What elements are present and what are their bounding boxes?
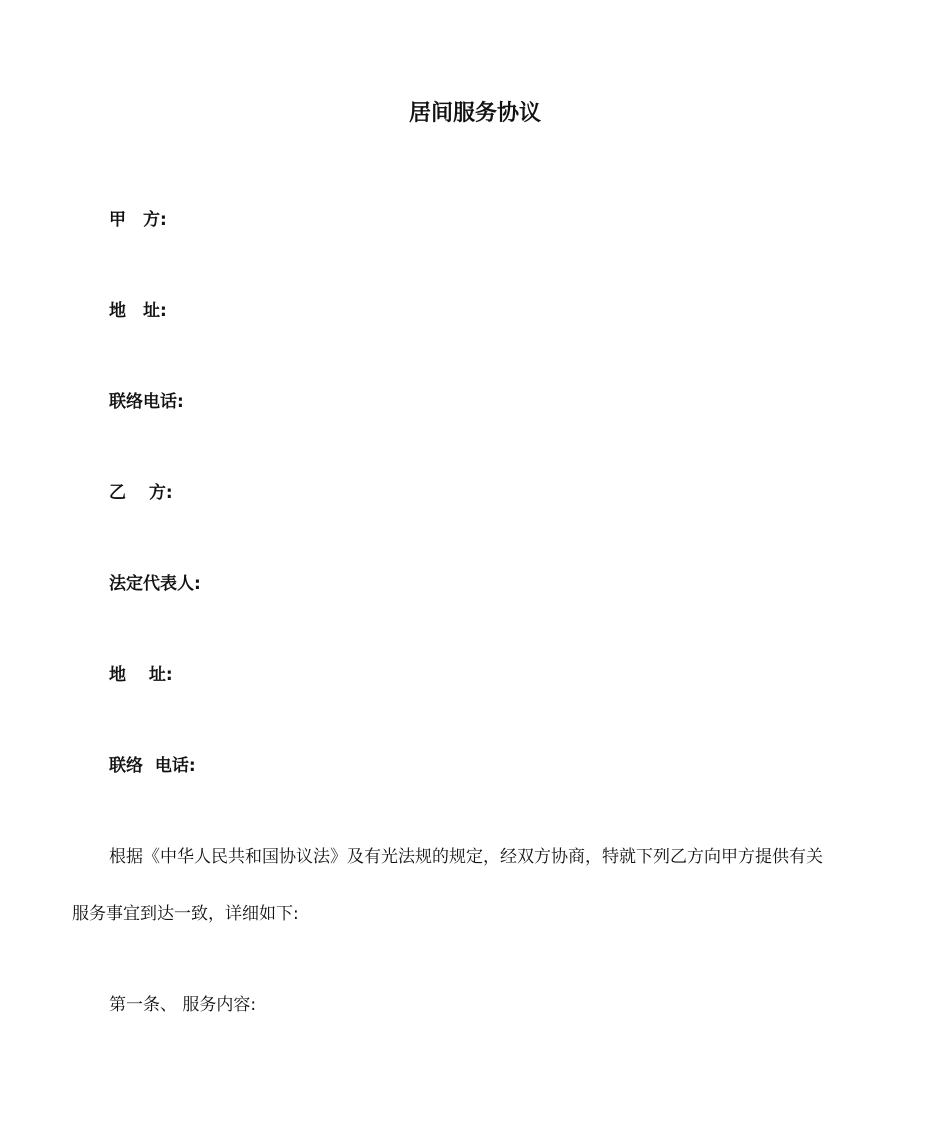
party-b-label: 乙 方: <box>109 483 173 503</box>
party-a-phone-label: 联络电话: <box>109 392 184 412</box>
document-title: 居间服务协议 <box>408 101 541 126</box>
intro-paragraph-line-2: 服务事宜到达一致，详细如下: <box>72 904 299 924</box>
party-a-label: 甲 方: <box>109 210 167 230</box>
intro-paragraph-line-1: 根据《中华人民共和国协议法》及有光法规的规定，经双方协商，特就下列乙方向甲方提供有关 <box>109 847 823 867</box>
party-b-address-label: 地 址: <box>109 665 173 685</box>
party-a-address-label: 地 址: <box>109 301 167 321</box>
party-b-phone-label: 联络 电话: <box>109 756 196 776</box>
legal-representative-label: 法定代表人: <box>109 574 201 594</box>
article-1-heading: 第一条、 服务内容: <box>109 995 257 1015</box>
